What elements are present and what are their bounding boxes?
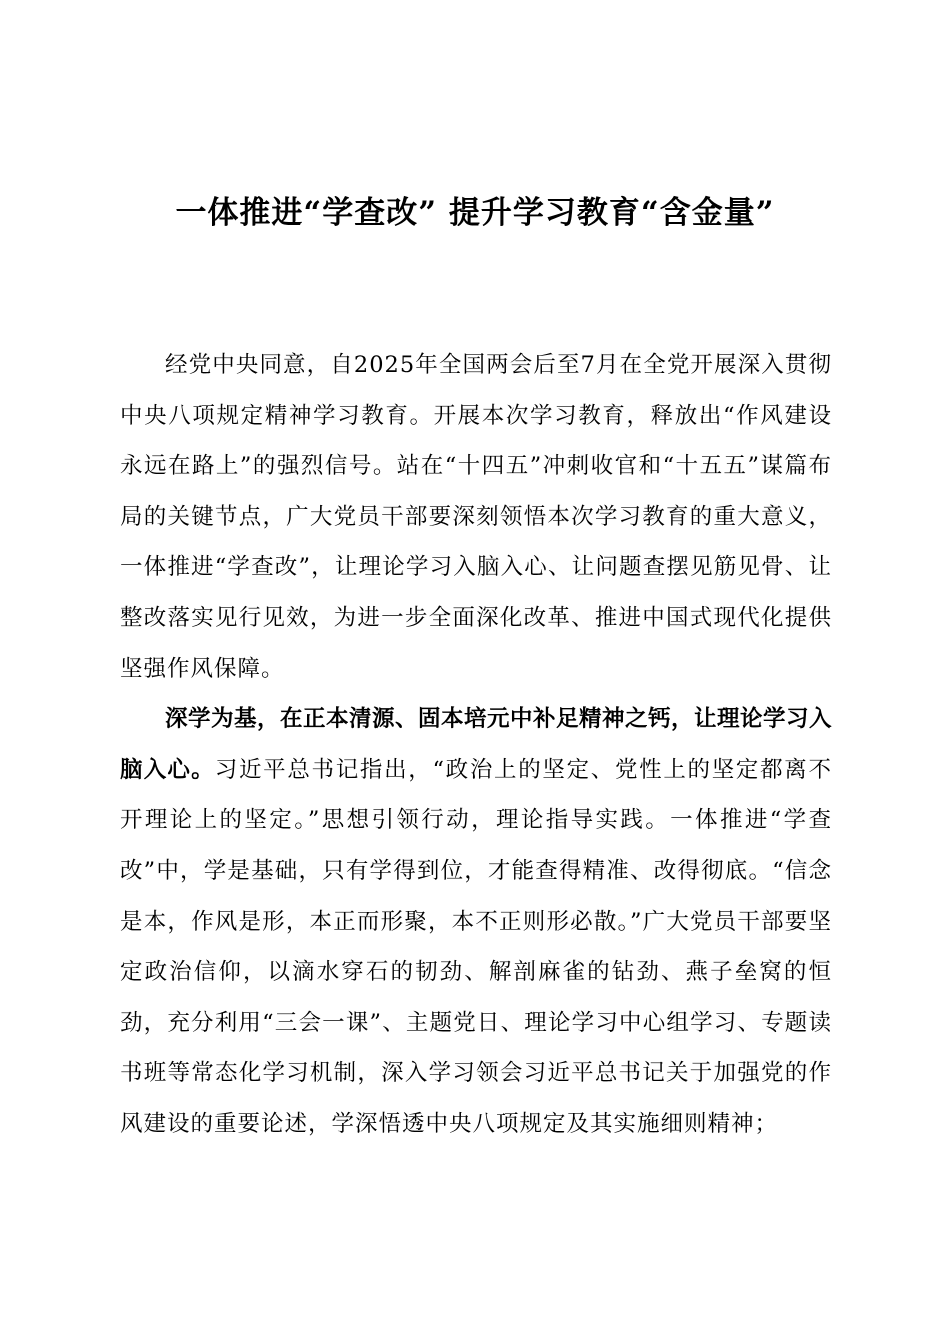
paragraph-lead: 深学为基，在正本清源、固本培元中补足精神之钙，让理论学习入脑入心。 — [120, 706, 833, 783]
paragraph-text: 习近平总书记指出，“政治上的坚定、党性上的坚定都离不开理论上的坚定。”思想引领行动，理论指导实践。一体推进“学查改”中，学是基础，只有学得到位，才能查得精准、改得彻底。“信念是本，作风是形，本正而形聚，本不正则形必散。”广大党员干部要坚定政治信仰，以滴水穿石的韧劲、解剖麻雀的钻劲、燕子垒窝的恒劲，充分利用“三会一课”、主题党日、理论学习中心组学习、专题读书班等常态化学习机制，深入学习领会习近平总书记关于加强党的作风建设的重要论述，学深悟透中央八项规定及其实施细则精神； — [120, 756, 832, 1137]
document-title: 一体推进“学查改” 提升学习教育“含金量” — [175, 195, 775, 231]
paragraph-intro — [120, 340, 832, 694]
paragraph-text: 经党中央同意，自2025年全国两会后至7月在全党开展深入贯彻中央八项规定精神学习教育。开展本次学习教育，释放出“作风建设永远在路上”的强烈信号。站在“十四五”冲刺收官和“十五五”谋篇布局的关键节点，广大党员干部要深刻领悟本次学习教育的重大意义，一体推进“学查改”，让理论学习入脑入心、让问题查摆见筋见骨、让整改落实见行见效，为进一步全面深化改革、推进中国式现代化提供坚强作风保障。 — [120, 352, 832, 682]
paragraph-deep-study — [120, 694, 832, 1149]
document-body — [120, 340, 832, 1150]
